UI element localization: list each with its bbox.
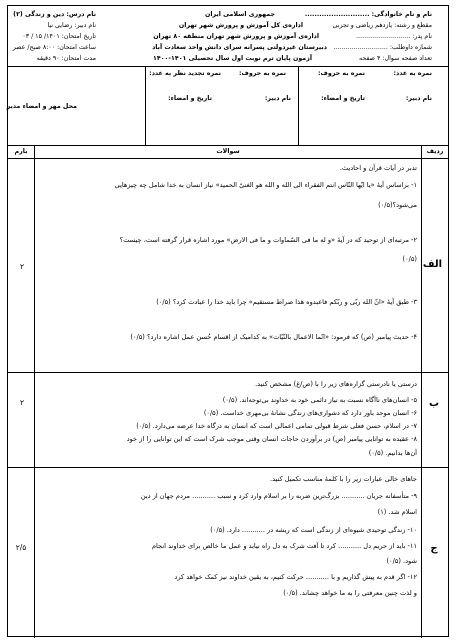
district-dept: اداره‌ی آموزش و پرورش شهر تهران منطقه ۸۰ تهران [153, 33, 319, 40]
principal-seal: محل مهر و امضاء مدیر [6, 103, 77, 110]
question-1-line-2: می‌شود؟(۰/۵) [378, 201, 417, 209]
question-10: ۱۰- زندگی توحیدی شیوه‌ای از زندگی است که ریشه در ........... دارد. (۰/۵) [210, 526, 417, 534]
row-header: ردیف [426, 148, 444, 155]
question-12-line-1: ۱۲- اگر قدم به پیش گذاریم و با ........... حرکت کنیم، به یقین خداوند نیز کمک خواهد کرد [174, 573, 417, 581]
section-b-score: ۲ [19, 398, 25, 407]
section-a-label: الف [422, 259, 442, 270]
exam-time: ساعت امتحان: ۸:۰۰ صبح/ عصر [12, 44, 96, 51]
question-8-line-1: ۸- عقیده به توانایی پیامبر (ص) در برآوردن حاجات انسان وقتی موجب شرک است که این توانایی را از خود [126, 435, 417, 443]
question-3: ۳- طبق آیهٔ «انّ الله ربّی و ربّکم فاعبدوه هذا صراط مستقیم» چرا باید خدا را عبادت کرد؟ (۰/۵) [156, 298, 417, 306]
section-c-label: ج [430, 543, 438, 554]
score-number: نمره به عدد: [393, 70, 432, 77]
question-2-line-2: (۰/۵) [402, 255, 417, 263]
section-b-title: درستی یا نادرستی گزاره‌های زیر را با (ص/غ) مشخص کنید. [255, 380, 417, 388]
page-count: تعداد صفحه سوال: ۴ صفحه [359, 55, 432, 62]
student-name: نام و نام خانوادگی: ........................... [304, 11, 432, 18]
score-words: نمره به حروف: [318, 70, 365, 77]
question-8-line-2: آن‌ها بدانیم. (۰/۵) [368, 449, 417, 457]
score-header: بارم [14, 148, 28, 155]
grading-divider-left [145, 66, 146, 145]
question-7: ۷- در اسلام، حسن فعلی شرط قبولی تمامی اعمالی است که انسان به درگاه خدا عرضه می‌دارد. (۰/۵) [136, 422, 417, 430]
row-col-line [421, 145, 422, 638]
exam-title: آزمون پایان ترم نوبت اول سال تحصیلی ۱۴۰۱-۱۴۰۰ [153, 55, 312, 62]
question-1-line-1: ۱- براساس آیهٔ «یا ایّها النّاس انتم الفقراء الی الله و الله هو الغنیّ الحمید» نیاز انسان به خدا شامل چه چیزهایی [114, 181, 417, 189]
questions-header: سوالات [216, 148, 240, 155]
section-a-divider [8, 372, 448, 373]
section-a-score: ۲ [19, 262, 25, 271]
section-b-label: ب [428, 398, 440, 409]
grade-major: مقطع و رشته: یازدهم ریاضی و تجربی [332, 22, 432, 29]
grading-divider-right [298, 66, 299, 145]
grading-divider [8, 145, 448, 146]
section-b-divider [8, 467, 448, 468]
table-header-divider [8, 158, 448, 159]
question-12-line-2: و لذت چنین معرفتی را به ما خواهد چشاند. (۰/۵) [283, 589, 417, 597]
country-name: جمهوری اسلامی ایران [204, 11, 275, 18]
father-name: نام پدر: ........................... [356, 33, 432, 40]
review-score-words: نمره به حروف: [239, 70, 286, 77]
question-5: ۵- انسان‌های ناآگاه نسبت به نیاز دائمی خود به خداوند بی‌توجه‌اند. (۰/۵) [222, 396, 417, 404]
question-4: ۴- حدیث پیامبر (ص) که فرمود: «انّما الاعمال بالنّیّات» به کدامیک از اقسام حُسن عمل اشاره دارد؟ (۰/۵) [130, 333, 417, 341]
header-divider [8, 66, 448, 67]
section-c-score: ۲/۵ [15, 543, 27, 552]
subject-name: نام درس: دین و زندگی (۲) [13, 11, 96, 18]
exam-date: تاریخ امتحان: ۱۴۰۱/ ۱۵ / ۰۳ [22, 33, 96, 40]
question-11-line-2: شود. (۰/۵) [386, 557, 417, 565]
question-9-line-1: ۹- متأسفانه جریان ........... بزرگ‌ترین ضربه را بر اسلام وارد کرد و سبب ........... مردم جهان از دین [140, 492, 417, 500]
score-col-line [34, 145, 35, 638]
teacher-name: نام دبیر: رضایی نیا [47, 22, 96, 29]
question-11-line-1: ۱۱- باید از حریم دل ........... کرد تا آفت شرک به دل راه نیابد و عمل ما خالص برای خداوند انجام [151, 542, 417, 550]
grading-date-signature: تاریخ و امضاء: [321, 95, 365, 102]
grading-teacher: نام دبیر: [405, 95, 432, 102]
question-2-line-1: ۲- مرتبه‌ای از توحید که در آیهٔ «و له ما فی السّماوات و ما فی الارض» مورد اشاره قرار گرفته است، چیست؟ [119, 236, 417, 244]
review-teacher: نام دبیر: [264, 95, 291, 102]
exam-page [7, 5, 449, 637]
exam-duration: مدت امتحان: ۹۰ دقیقه [36, 55, 96, 62]
section-c-title: جاهای خالی عبارات زیر را با کلمهٔ مناسب تکمیل کنید. [269, 475, 417, 483]
section-a-title: تدبر در آیات قرآن و احادیث. [339, 164, 417, 172]
question-6: ۶- انسان موحد باور دارد که دشواری‌های زندگی نشانهٔ بی‌مهری خداست. (۰/۵) [203, 409, 417, 417]
review-score-number: نمره تجدید نظر به عدد: [149, 70, 221, 77]
review-date-signature: تاریخ و امضاء: [168, 95, 212, 102]
question-9-line-2: اسلام شد. (۱) [377, 508, 417, 516]
education-dept: اداره‌ی کل آموزش و پرورش شهر تهران [178, 22, 303, 29]
school-name: دبیرستان غیردولتی پسرانه سرای دانش واحد سعادت آباد [152, 44, 327, 51]
candidate-number: شماره داوطلب: ........................... [333, 44, 432, 51]
